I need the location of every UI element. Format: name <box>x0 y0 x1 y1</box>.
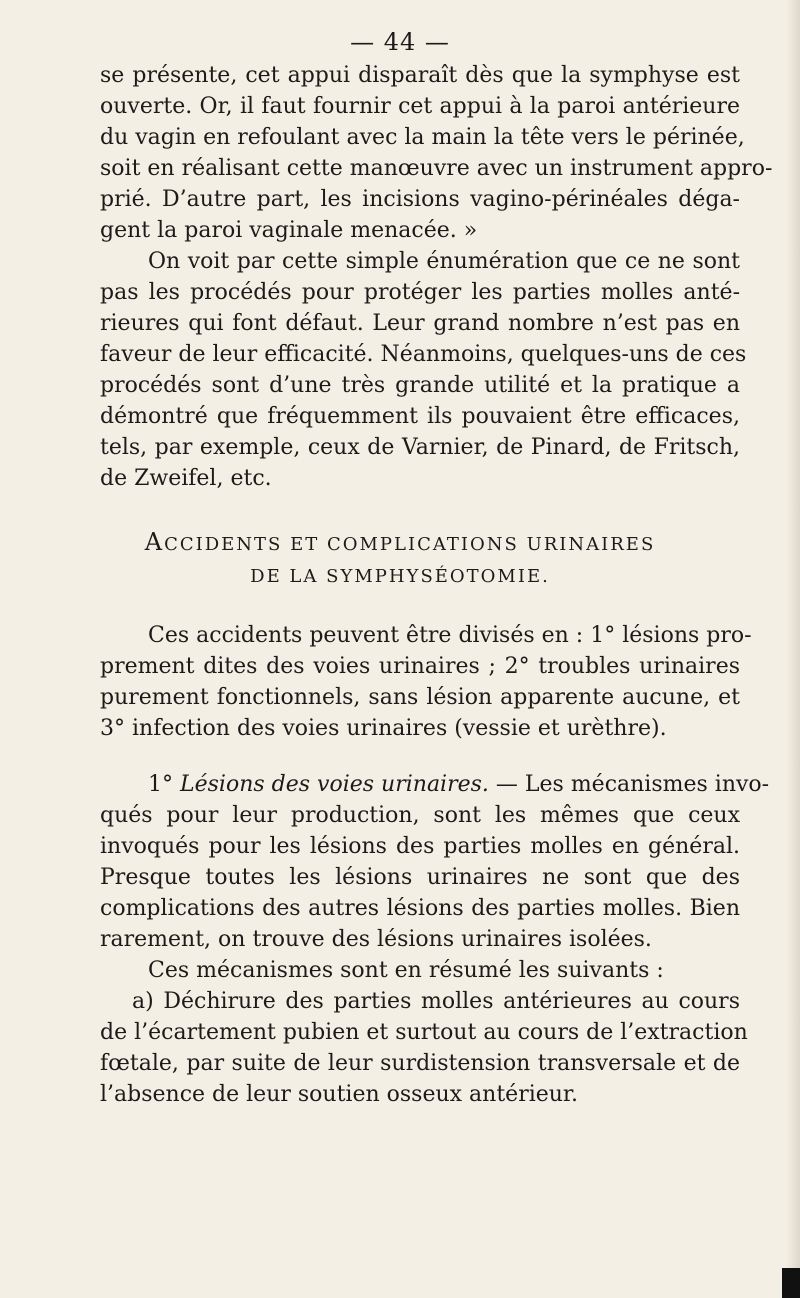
section-heading <box>0 528 800 556</box>
text-line: gent la paroi vaginale menacée. » <box>100 218 478 243</box>
text-line: tels, par exemple, ceux de Varnier, de Pinard, de Fritsch, <box>100 435 740 460</box>
text-line: On voit par cette simple énumération que ce ne sont <box>148 249 740 274</box>
text-line: purement fonctionnels, sans lésion apparente aucune, et <box>100 685 740 710</box>
scan-corner-mark <box>782 1268 800 1298</box>
text-line: 3° infection des voies urinaires (vessie et urèthre). <box>100 716 667 741</box>
text-line: soit en réalisant cette manœuvre avec un instrument appro- <box>100 156 773 181</box>
list-number: 1° <box>148 772 173 797</box>
text-line: Ces mécanismes sont en résumé les suivants : <box>148 958 664 983</box>
text-line: qués pour leur production, sont les mêmes que ceux <box>100 803 740 828</box>
text-fragment: — Les mécanismes invo- <box>488 772 770 797</box>
text-line: pas les procédés pour protéger les parties molles anté- <box>100 280 740 305</box>
text-line: de l’écartement pubien et surtout au cours de l’extraction <box>100 1020 748 1045</box>
text-line: se présente, cet appui disparaît dès que la symphyse est <box>100 63 740 88</box>
subsection-title: Lésions des voies urinaires. <box>180 772 489 797</box>
heading-line-1: CCIDENTS ET COMPLICATIONS URINAIRES <box>164 534 656 555</box>
text-line <box>148 771 770 799</box>
page-edge-shadow <box>786 0 800 1298</box>
text-line: complications des autres lésions des parties molles. Bien <box>100 896 740 921</box>
text-line: l’absence de leur soutien osseux antérieur. <box>100 1082 579 1107</box>
text-line: faveur de leur efficacité. Néanmoins, quelques-uns de ces <box>100 342 747 367</box>
text-line: prié. D’autre part, les incisions vagino-périnéales déga- <box>100 187 740 212</box>
text-line: du vagin en refoulant avec la main la tête vers le périnée, <box>100 125 745 150</box>
text-line: fœtale, par suite de leur surdistension transversale et de <box>100 1051 740 1076</box>
text-line: rieures qui font défaut. Leur grand nombre n’est pas en <box>100 311 740 336</box>
text-line: procédés sont d’une très grande utilité et la pratique a <box>100 373 740 398</box>
page-number: — 44 — <box>350 28 450 56</box>
heading-initial: A <box>144 528 165 556</box>
text-line: ouverte. Or, il faut fournir cet appui à la paroi antérieure <box>100 94 740 119</box>
section-subheading: DE LA SYMPHYSÉOTOMIE. <box>250 566 550 587</box>
text-line: Presque toutes les lésions urinaires ne sont que des <box>100 865 740 890</box>
text-line: démontré que fréquemment ils pouvaient être efficaces, <box>100 404 740 429</box>
text-line: prement dites des voies urinaires ; 2° troubles urinaires <box>100 654 740 679</box>
text-line: de Zweifel, etc. <box>100 466 272 491</box>
text-line: rarement, on trouve des lésions urinaires isolées. <box>100 927 652 952</box>
text-line: Ces accidents peuvent être divisés en : 1° lésions pro- <box>148 623 752 648</box>
text-line: invoqués pour les lésions des parties molles en général. <box>100 834 740 859</box>
text-line: a) Déchirure des parties molles antérieures au cours <box>132 989 740 1014</box>
